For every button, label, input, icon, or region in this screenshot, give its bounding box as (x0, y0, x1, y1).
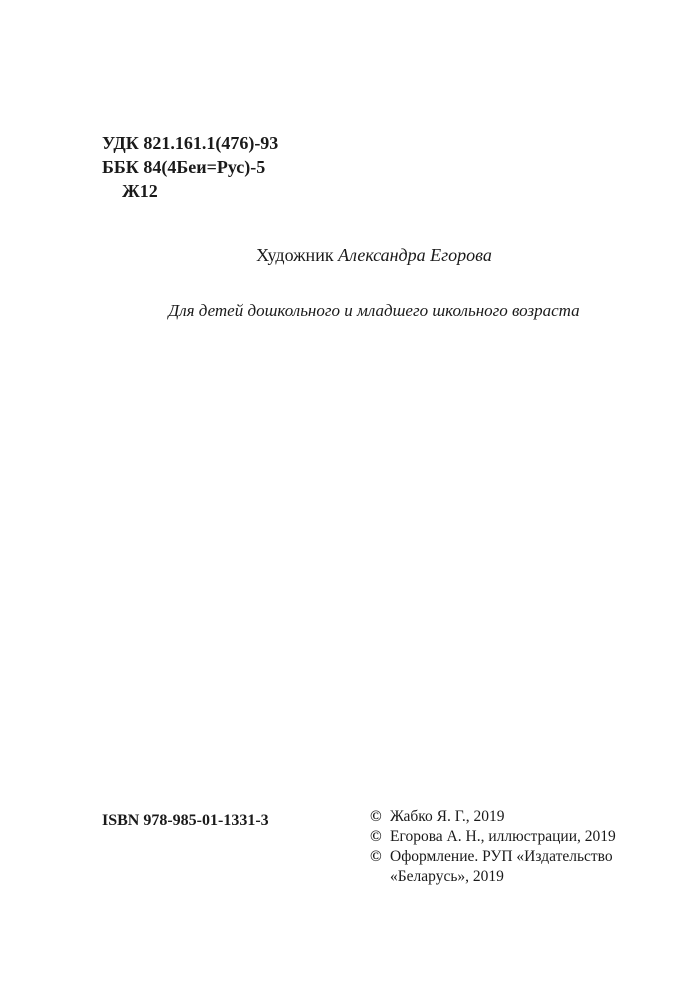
copyright-design-line (370, 847, 616, 867)
copyright-symbol: © (370, 828, 382, 845)
copyright-design-continuation: «Беларусь», 2019 (390, 868, 504, 885)
copyright-symbol: © (370, 848, 382, 865)
bbk-code: ББК 84(4Беи=Рус)-5 (102, 157, 266, 177)
author-mark: Ж12 (122, 181, 158, 201)
isbn: ISBN 978-985-01-1331-3 (102, 812, 269, 829)
artist-label: Художник (256, 245, 334, 265)
udk-code: УДК 821.161.1(476)-93 (102, 133, 279, 153)
copyright-illustrations-line (370, 827, 616, 847)
copyright-author: Жабко Я. Г., 2019 (390, 808, 505, 825)
audience-note: Для детей дошкольного и младшего школьного возраста (168, 301, 580, 320)
artist-credit (0, 243, 693, 267)
copyright-block (370, 807, 616, 887)
copyright-design: Оформление. РУП «Издательство (390, 848, 613, 865)
copyright-author-line (370, 807, 616, 827)
copyright-symbol: © (370, 808, 382, 825)
classification-block (102, 131, 278, 203)
copyright-illustrations: Егорова А. Н., иллюстрации, 2019 (390, 828, 616, 845)
artist-name: Александра Егорова (338, 245, 492, 265)
